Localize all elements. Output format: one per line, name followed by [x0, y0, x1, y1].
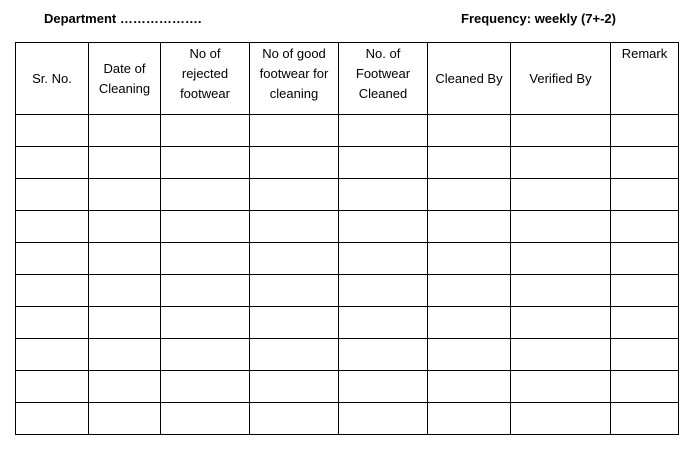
table-cell	[428, 179, 511, 211]
table-cell	[339, 147, 428, 179]
table-cell	[428, 211, 511, 243]
table-cell	[339, 115, 428, 147]
table-cell	[250, 115, 339, 147]
table-cell	[89, 211, 161, 243]
table-cell	[89, 307, 161, 339]
table-cell	[511, 243, 611, 275]
table-cell	[511, 307, 611, 339]
table-cell	[511, 211, 611, 243]
table-cell	[250, 339, 339, 371]
col-header-verified-by: Verified By	[511, 43, 611, 115]
col-header-cleaned-by: Cleaned By	[428, 43, 511, 115]
table-row	[16, 307, 679, 339]
col-header-footwear-cleaned: No. of Footwear Cleaned	[339, 43, 428, 115]
table-cell	[611, 211, 679, 243]
table-cell	[339, 179, 428, 211]
table-cell	[428, 371, 511, 403]
table-cell	[611, 115, 679, 147]
table-row	[16, 371, 679, 403]
table-cell	[428, 147, 511, 179]
table-row	[16, 179, 679, 211]
table-cell	[16, 403, 89, 435]
frequency-label: Frequency: weekly (7+-2)	[461, 11, 616, 26]
table-cell	[611, 243, 679, 275]
table-cell	[250, 307, 339, 339]
table-cell	[339, 307, 428, 339]
table-cell	[339, 211, 428, 243]
col-header-rejected-footwear: No of rejected footwear	[161, 43, 250, 115]
table-cell	[16, 179, 89, 211]
table-cell	[161, 371, 250, 403]
table-cell	[428, 243, 511, 275]
table-cell	[511, 275, 611, 307]
table-cell	[89, 243, 161, 275]
table-cell	[250, 243, 339, 275]
table-cell	[511, 371, 611, 403]
table-cell	[161, 307, 250, 339]
table-cell	[16, 339, 89, 371]
table-cell	[511, 339, 611, 371]
table-cell	[16, 211, 89, 243]
table-row	[16, 275, 679, 307]
table-cell	[428, 275, 511, 307]
table-cell	[339, 403, 428, 435]
table-cell	[511, 115, 611, 147]
table-cell	[250, 179, 339, 211]
table-cell	[89, 179, 161, 211]
table-cell	[250, 371, 339, 403]
table-cell	[339, 339, 428, 371]
table-cell	[89, 403, 161, 435]
col-header-good-footwear: No of good footwear for cleaning	[250, 43, 339, 115]
table-cell	[161, 147, 250, 179]
table-cell	[339, 243, 428, 275]
table-cell	[250, 211, 339, 243]
table-cell	[250, 147, 339, 179]
table-cell	[611, 403, 679, 435]
table-cell	[16, 115, 89, 147]
table-cell	[428, 339, 511, 371]
table-cell	[89, 115, 161, 147]
table-cell	[511, 147, 611, 179]
table-cell	[428, 403, 511, 435]
table-cell	[16, 243, 89, 275]
col-header-remark: Remark	[611, 43, 679, 115]
table-cell	[16, 275, 89, 307]
table-row	[16, 243, 679, 275]
table-cell	[89, 147, 161, 179]
table-cell	[339, 275, 428, 307]
table-cell	[16, 307, 89, 339]
table-cell	[611, 275, 679, 307]
table-cell	[161, 403, 250, 435]
cleaning-log-table	[15, 42, 679, 435]
col-header-date-of-cleaning: Date of Cleaning	[89, 43, 161, 115]
table-cell	[89, 339, 161, 371]
table-cell	[16, 371, 89, 403]
table-cell	[611, 147, 679, 179]
table-cell	[161, 211, 250, 243]
table-cell	[161, 243, 250, 275]
table-cell	[339, 371, 428, 403]
table-row	[16, 211, 679, 243]
table-cell	[428, 307, 511, 339]
table-row	[16, 339, 679, 371]
table-cell	[611, 339, 679, 371]
table-row	[16, 115, 679, 147]
table-cell	[511, 179, 611, 211]
table-cell	[89, 275, 161, 307]
table-cell	[611, 371, 679, 403]
table-cell	[161, 115, 250, 147]
table-cell	[89, 371, 161, 403]
table-row	[16, 147, 679, 179]
table-cell	[250, 275, 339, 307]
table-row	[16, 403, 679, 435]
table-cell	[611, 179, 679, 211]
table-cell	[250, 403, 339, 435]
table-cell	[161, 179, 250, 211]
header-row	[16, 43, 679, 115]
table-cell	[161, 339, 250, 371]
col-header-sr-no: Sr. No.	[16, 43, 89, 115]
department-label: Department ……………….	[44, 11, 202, 26]
table-cell	[161, 275, 250, 307]
table-cell	[16, 147, 89, 179]
table-cell	[428, 115, 511, 147]
table-cell	[511, 403, 611, 435]
table-cell	[611, 307, 679, 339]
